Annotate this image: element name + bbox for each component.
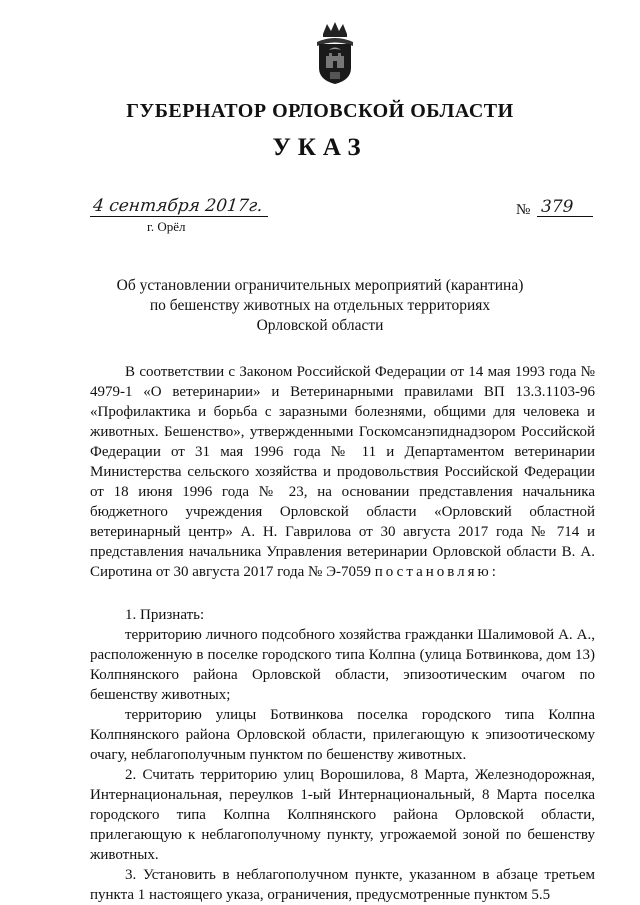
document-type-title: УКАЗ — [272, 134, 368, 161]
preamble-paragraph — [90, 362, 595, 582]
handwritten-number: 379 — [541, 197, 574, 217]
number-underline — [537, 216, 593, 217]
subject-line-3: Орловской области — [256, 317, 384, 334]
number-label: № — [516, 202, 531, 218]
authority-title: ГУБЕРНАТОР ОРЛОВСКОЙ ОБЛАСТИ — [126, 100, 514, 122]
item-1-title: 1. Признать: — [125, 607, 205, 623]
paragraph-spacer — [90, 582, 595, 605]
item-1-clause-a: территорию личного подсобного хозяйства гражданки Шалимовой А. А., расположенную в поселке городского типа Колпна (улица Ботвинкова, дом 13) Колпнянского района Орловской области, эпизоотическим очагом по бешенству животных; — [90, 627, 595, 703]
decree-subject — [100, 276, 540, 336]
decree-body — [90, 362, 595, 905]
item-2: 2. Считать территорию улиц Ворошилова, 8 Марта, Железнодорожная, Интернациональная, переулков 1-ый Интернациональный, 8 Марта поселка городского типа Колпна Колпнянского района Орловской области, прилегающую к неблагополучному пункту, угрожаемой зоной по бешенству животных. — [90, 767, 595, 863]
preamble-text: В соответствии с Законом Российской Федерации от 14 мая 1993 года № 4979-1 «О ветеринарии» и Ветеринарными правилами ВП 13.3.1103-96 «Профилактика и борьба с заразными болезнями, общими для человека и животных. Бешенство», утвержденными Госкомсанэпиднадзором Российской Федерации от 31 мая 1996 года № 11 и Департаментом ветеринарии Министерства сельского хозяйства и продовольствия Российской Федерации от 18 июня 1996 года № 23, на основании представления начальника бюджетного учреждения Орловской области «Орловский областной ветеринарный центр» А. Н. Гаврилова от 30 августа 2017 года № 714 и представления начальника Управления ветеринарии Орловской области В. А. Сиротина от 30 августа 2017 года № Э-7059 — [90, 364, 595, 580]
coat-of-arms-icon — [313, 20, 357, 86]
item-1-clause-b: территорию улицы Ботвинкова поселка городского типа Колпна Колпнянского района Орловской области, прилегающую к эпизоотическому очагу, неблагополучным пунктом по бешенству животных. — [90, 707, 595, 763]
subject-line-2: по бешенству животных на отдельных территориях — [149, 297, 491, 314]
item-3: 3. Установить в неблагополучном пункте, указанном в абзаце третьем пункта 1 настоящего указа, ограничения, предусмотренные пунктом 5.5 — [90, 867, 595, 903]
date-underline — [90, 216, 268, 217]
subject-line-1: Об установлении ограничительных мероприятий (карантина) — [116, 277, 524, 294]
handwritten-date: 4 сентября 2017г. — [91, 196, 264, 216]
decree-verb: постановляю: — [374, 564, 499, 580]
city-label: г. Орёл — [147, 219, 186, 234]
